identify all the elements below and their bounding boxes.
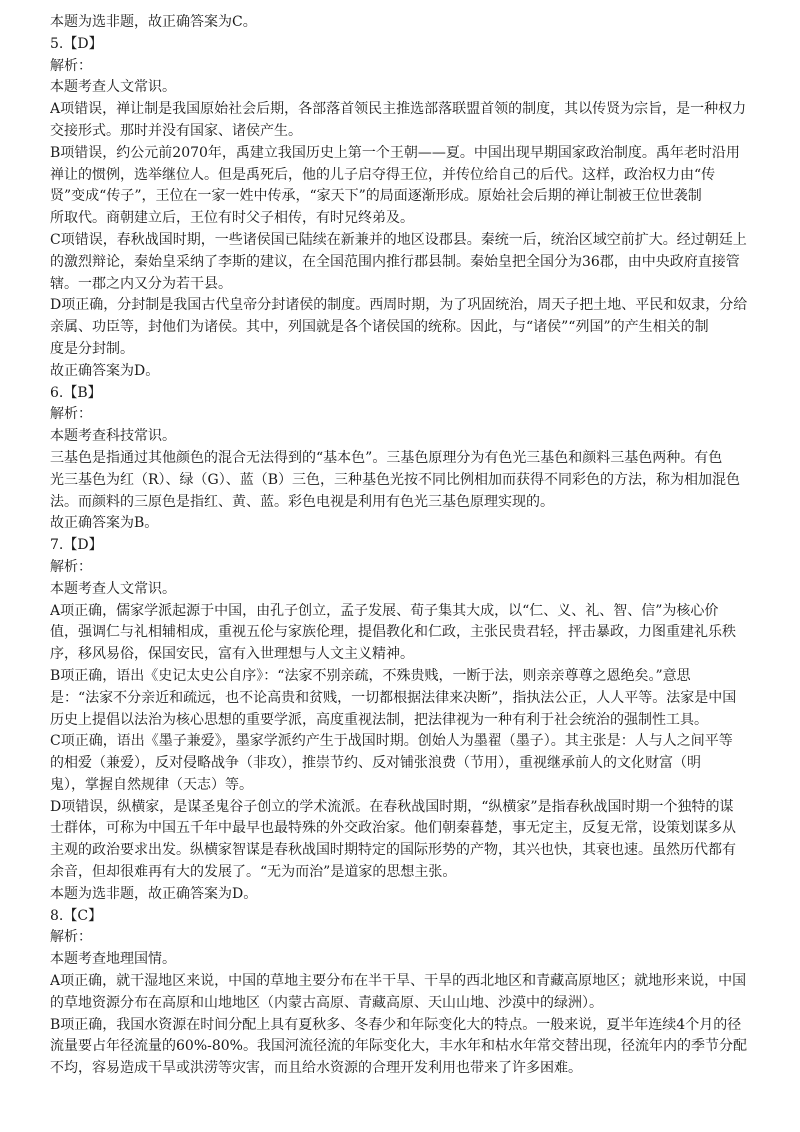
text-line: 本题考查科技常识。 <box>50 428 176 445</box>
text-line: A项错误，禅让制是我国原始社会后期，各部落首领民主推选部落联盟首领的制度，其以传贤为宗旨，是一种权力 <box>50 101 747 118</box>
text-line: C项正确，语出《墨子兼爱》，墨家学派约产生于战国时期。创始人为墨翟（墨子）。其主张是：人与人之间平等 <box>50 733 733 750</box>
text-line: 解析： <box>50 558 92 575</box>
text-line: 三基色是指通过其他颜色的混合无法得到的“基本色”。三基色原理分为有色光三基色和颜料三基色两种。有色 <box>50 449 723 466</box>
text-line: 5.【D】 <box>50 35 103 52</box>
text-line: 主观的政治要求出发。纵横家智谋是春秋战国时期特定的国际形势的产物，其兴也快，其衰也速。虽然历代都有 <box>50 842 736 859</box>
text-line: 本题考查地理国情。 <box>50 951 176 968</box>
text-line: 故正确答案为D。 <box>50 362 160 379</box>
text-line: 历史上提倡以法治为核心思想的重要学派，高度重视法制，把法律视为一种有利于社会统治的强制性工具。 <box>50 711 708 728</box>
text-line: 解析： <box>50 406 92 423</box>
text-line: A项正确，儒家学派起源于中国，由孔子创立，孟子发展、荀子集其大成，以“仁、义、礼、智、信”为核心价 <box>50 602 719 619</box>
text-line: D项错误，纵横家，是谋圣鬼谷子创立的学术流派。在春秋战国时期，“纵横家”是指春秋战国时期一个独特的谋 <box>50 798 734 815</box>
text-line: B项正确，语出《史记太史公自序》：“法家不别亲疏，不殊贵贱，一断于法，则亲亲尊尊之恩绝矣。”意思 <box>50 667 691 684</box>
text-line: 序，移风易俗，保国安民，富有入世理想与人文主义精神。 <box>50 646 414 663</box>
text-line: 流量要占年径流量的60%-80%。我国河流径流的年际变化大，丰水年和枯水年常交替出现，径流年内的季节分配 <box>50 1038 747 1055</box>
text-line: 的激烈辩论，秦始皇采纳了李斯的建议，在全国范围内推行郡县制。秦始皇把全国分为36郡，由中央政府直接管 <box>50 253 740 270</box>
text-line: B项正确，我国水资源在时间分配上具有夏秋多、冬春少和年际变化大的特点。一般来说，夏半年连续4个月的径 <box>50 1016 742 1033</box>
text-line: 亲属、功臣等，封他们为诸侯。其中，列国就是各个诸侯国的统称。因此，与“诸侯”“列国”的产生相关的制 <box>50 319 709 336</box>
text-line: 辖。一郡之内又分为若干县。 <box>50 275 232 292</box>
text-line: D项正确，分封制是我国古代皇帝分封诸侯的制度。西周时期，为了巩固统治，周天子把土地、平民和奴隶，分给 <box>50 297 748 314</box>
text-line: 本题考查人文常识。 <box>50 79 176 96</box>
text-line: 法。而颜料的三原色是指红、黄、蓝。彩色电视是利用有色光三基色原理实现的。 <box>50 493 554 510</box>
text-line: 不均，容易造成干旱或洪涝等灾害，而且给水资源的合理开发利用也带来了许多困难。 <box>50 1060 582 1077</box>
text-line: 是：“法家不分亲近和疏远，也不论高贵和贫贱，一切都根据法律来决断”，指执法公正，人人平等。法家是中国 <box>50 689 737 706</box>
text-line: 光三基色为红（R）、绿（G）、蓝（B）三色，三种基色光按不同比例相加而获得不同彩色的方法，称为相加混色 <box>50 471 741 488</box>
text-line: 本题考查人文常识。 <box>50 580 176 597</box>
text-line: 禅让的惯例，选举继位人。但是禹死后，他的儿子启夺得王位，并传位给自己的后代。这样，政治权力由“传 <box>50 166 716 183</box>
text-line: 的相爱（兼爱），反对侵略战争（非攻），推崇节约、反对铺张浪费（节用），重视继承前人的文化财富（明 <box>50 755 701 772</box>
text-line: 贤”变成“传子”，王位在一家一姓中传承，“家天下”的局面逐渐形成。原始社会后期的禅让制被王位世袭制 <box>50 188 702 205</box>
text-line: 的草地资源分布在高原和山地地区（内蒙古高原、青藏高原、天山山地、沙漠中的绿洲）。 <box>50 994 603 1011</box>
text-line: 度是分封制。 <box>50 340 134 357</box>
text-line: C项错误，春秋战国时期，一些诸侯国已陆续在新兼并的地区设郡县。秦统一后，统治区域空前扩大。经过朝廷上 <box>50 231 747 248</box>
text-line: 所取代。商朝建立后，王位有时父子相传，有时兄终弟及。 <box>50 210 414 227</box>
text-line: 7.【D】 <box>50 537 103 554</box>
text-line: 8.【C】 <box>50 907 103 924</box>
text-line: 故正确答案为B。 <box>50 515 159 532</box>
text-line: 解析： <box>50 929 92 946</box>
text-line: 鬼），掌握自然规律（天志）等。 <box>50 776 253 793</box>
text-line: 交接形式。那时并没有国家、诸侯产生。 <box>50 122 302 139</box>
text-line: 值，强调仁与礼相辅相成，重视五伦与家族伦理，提倡教化和仁政，主张民贵君轻，抨击暴政，力图重建礼乐秩 <box>50 624 736 641</box>
text-line: 余音，但却很难再有大的发展了。“无为而治”是道家的思想主张。 <box>50 864 457 881</box>
text-line: A项正确，就干湿地区来说，中国的草地主要分布在半干旱、干旱的西北地区和青藏高原地区；就地形来说，中国 <box>50 973 747 990</box>
text-line: 士群体，可称为中国五千年中最早也最特殊的外交政治家。他们朝秦暮楚，事无定主，反复无常，设策划谋多从 <box>50 820 736 837</box>
text-line: 6.【B】 <box>50 384 102 401</box>
text-line: 本题为选非题，故正确答案为C。 <box>50 14 257 30</box>
text-line: 解析： <box>50 57 92 74</box>
text-line: B项错误，约公元前2070年，禹建立我国历史上第一个王朝——夏。中国出现早期国家政治制度。禹年老时沿用 <box>50 144 740 161</box>
text-line: 本题为选非题，故正确答案为D。 <box>50 885 258 902</box>
